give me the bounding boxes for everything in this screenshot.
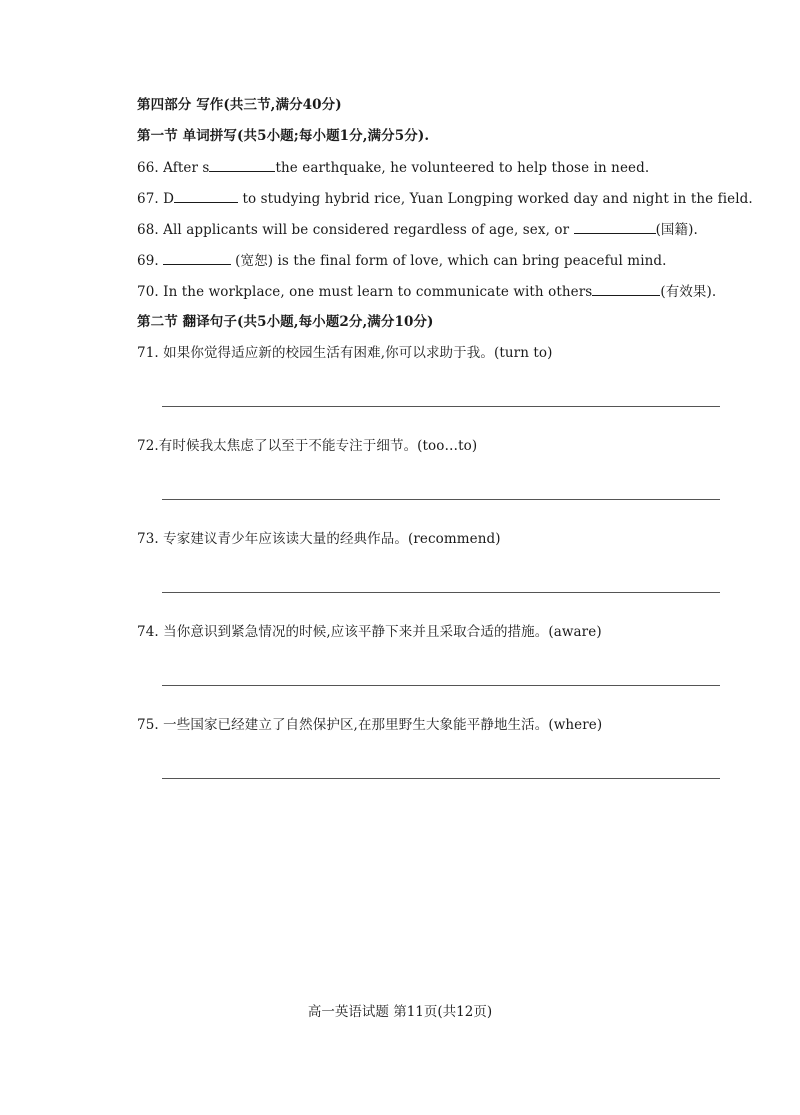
question-75: 75. 一些国家已经建立了自然保护区,在那里野生大象能平静地生活。(where) xyxy=(137,717,603,733)
question-69-post: (宽恕) is the final form of love, which can bring peaceful mind. xyxy=(235,253,667,269)
question-70-pre: 70. In the workplace, one must learn to communicate with others xyxy=(137,284,593,300)
question-67-post: to studying hybrid rice, Yuan Longping worked day and night in the field. xyxy=(238,191,753,207)
answer-blank-68[interactable] xyxy=(574,220,656,234)
answer-blank-69[interactable] xyxy=(163,251,231,265)
question-73: 73. 专家建议青少年应该读大量的经典作品。(recommend) xyxy=(137,531,501,547)
question-68 xyxy=(137,220,698,239)
page-footer: 高一英语试题 第11页(共12页) xyxy=(307,1004,493,1020)
answer-blank-70[interactable] xyxy=(592,282,660,296)
answer-blank-66[interactable] xyxy=(209,158,275,172)
question-70-post: (有效果). xyxy=(660,284,717,300)
answer-line-73[interactable] xyxy=(162,592,720,593)
section1-title: 第一节 单词拼写(共5小题;每小题1分,满分5分). xyxy=(137,128,430,144)
question-66-pre: 66. After s xyxy=(137,160,210,176)
question-68-pre: 68. All applicants will be considered regardless of age, sex, or xyxy=(137,222,574,238)
answer-line-71[interactable] xyxy=(162,406,720,407)
part-title: 第四部分 写作(共三节,满分40分) xyxy=(137,97,342,113)
answer-blank-67[interactable] xyxy=(174,189,238,203)
question-68-post: (国籍). xyxy=(655,222,698,238)
question-74: 74. 当你意识到紧急情况的时候,应该平静下来并且采取合适的措施。(aware) xyxy=(137,624,602,640)
question-69-pre: 69. xyxy=(137,253,164,269)
question-71: 71. 如果你觉得适应新的校园生活有困难,你可以求助于我。(turn to) xyxy=(137,345,553,361)
question-72: 72.有时候我太焦虑了以至于不能专注于细节。(too…to) xyxy=(137,438,478,454)
answer-line-75[interactable] xyxy=(162,778,720,779)
answer-line-72[interactable] xyxy=(162,499,720,500)
question-67-pre: 67. D xyxy=(137,191,175,207)
question-69 xyxy=(137,251,667,270)
question-66 xyxy=(137,158,649,177)
answer-line-74[interactable] xyxy=(162,685,720,686)
question-67 xyxy=(137,189,753,208)
question-70 xyxy=(137,282,716,301)
section2-title: 第二节 翻译句子(共5小题,每小题2分,满分10分) xyxy=(137,314,434,330)
question-66-post: the earthquake, he volunteered to help those in need. xyxy=(275,160,650,176)
